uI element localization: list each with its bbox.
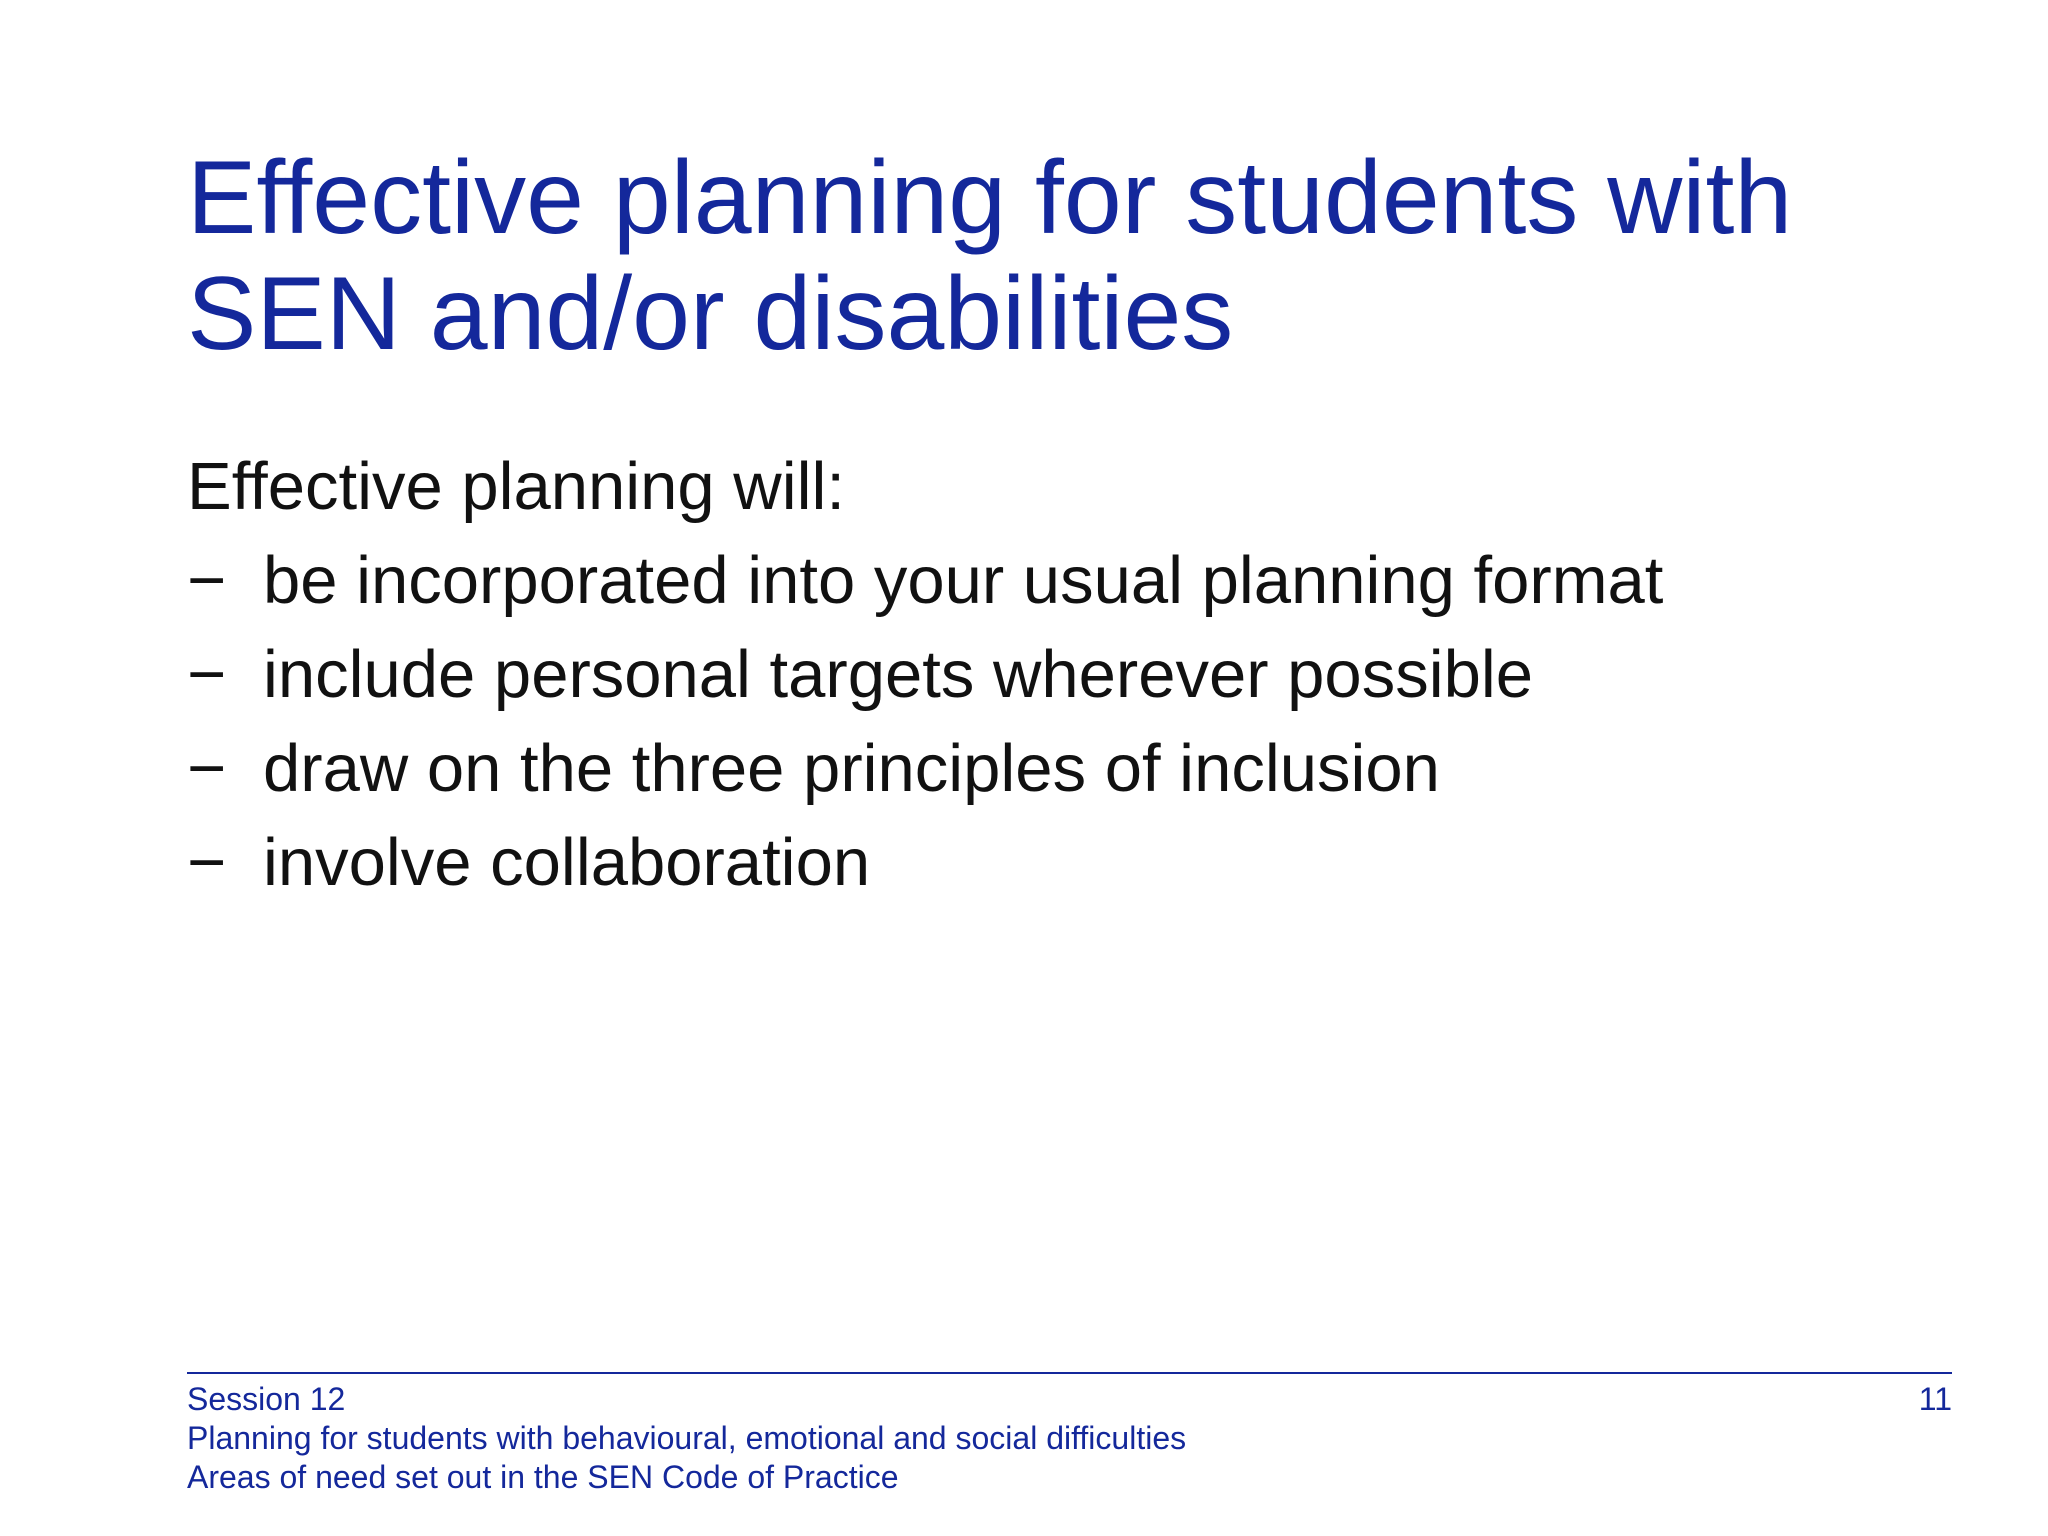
list-item	[187, 816, 1887, 910]
bullet-text: involve collaboration	[263, 825, 871, 900]
slide-footer	[187, 1380, 1952, 1497]
footer-section: Areas of need set out in the SEN Code of Practice	[187, 1459, 899, 1495]
bullet-text: be incorporated into your usual planning format	[263, 543, 1664, 618]
intro-text: Effective planning will:	[187, 449, 845, 524]
slide-title-line-1: Effective planning for students with	[187, 140, 1793, 256]
bullet-dash: −	[187, 731, 227, 806]
bullet-dash: −	[187, 825, 227, 900]
footer-subtitle: Planning for students with behavioural, emotional and social difficulties	[187, 1420, 1187, 1456]
bullet-text: draw on the three principles of inclusion	[263, 731, 1440, 806]
bullet-text: include personal targets wherever possible	[263, 637, 1533, 712]
footer-divider	[187, 1372, 1952, 1374]
slide-title-line-2: SEN and/or disabilities	[187, 256, 1234, 372]
bullet-dash: −	[187, 543, 227, 618]
list-item	[187, 628, 1887, 722]
slide-content	[187, 440, 1887, 910]
footer-session: Session 12	[187, 1381, 346, 1417]
slide-title	[187, 140, 1887, 372]
list-item	[187, 722, 1887, 816]
bullet-dash: −	[187, 637, 227, 712]
list-item	[187, 534, 1887, 628]
page-number: 11	[1918, 1381, 1952, 1417]
bullet-list	[187, 534, 1887, 910]
